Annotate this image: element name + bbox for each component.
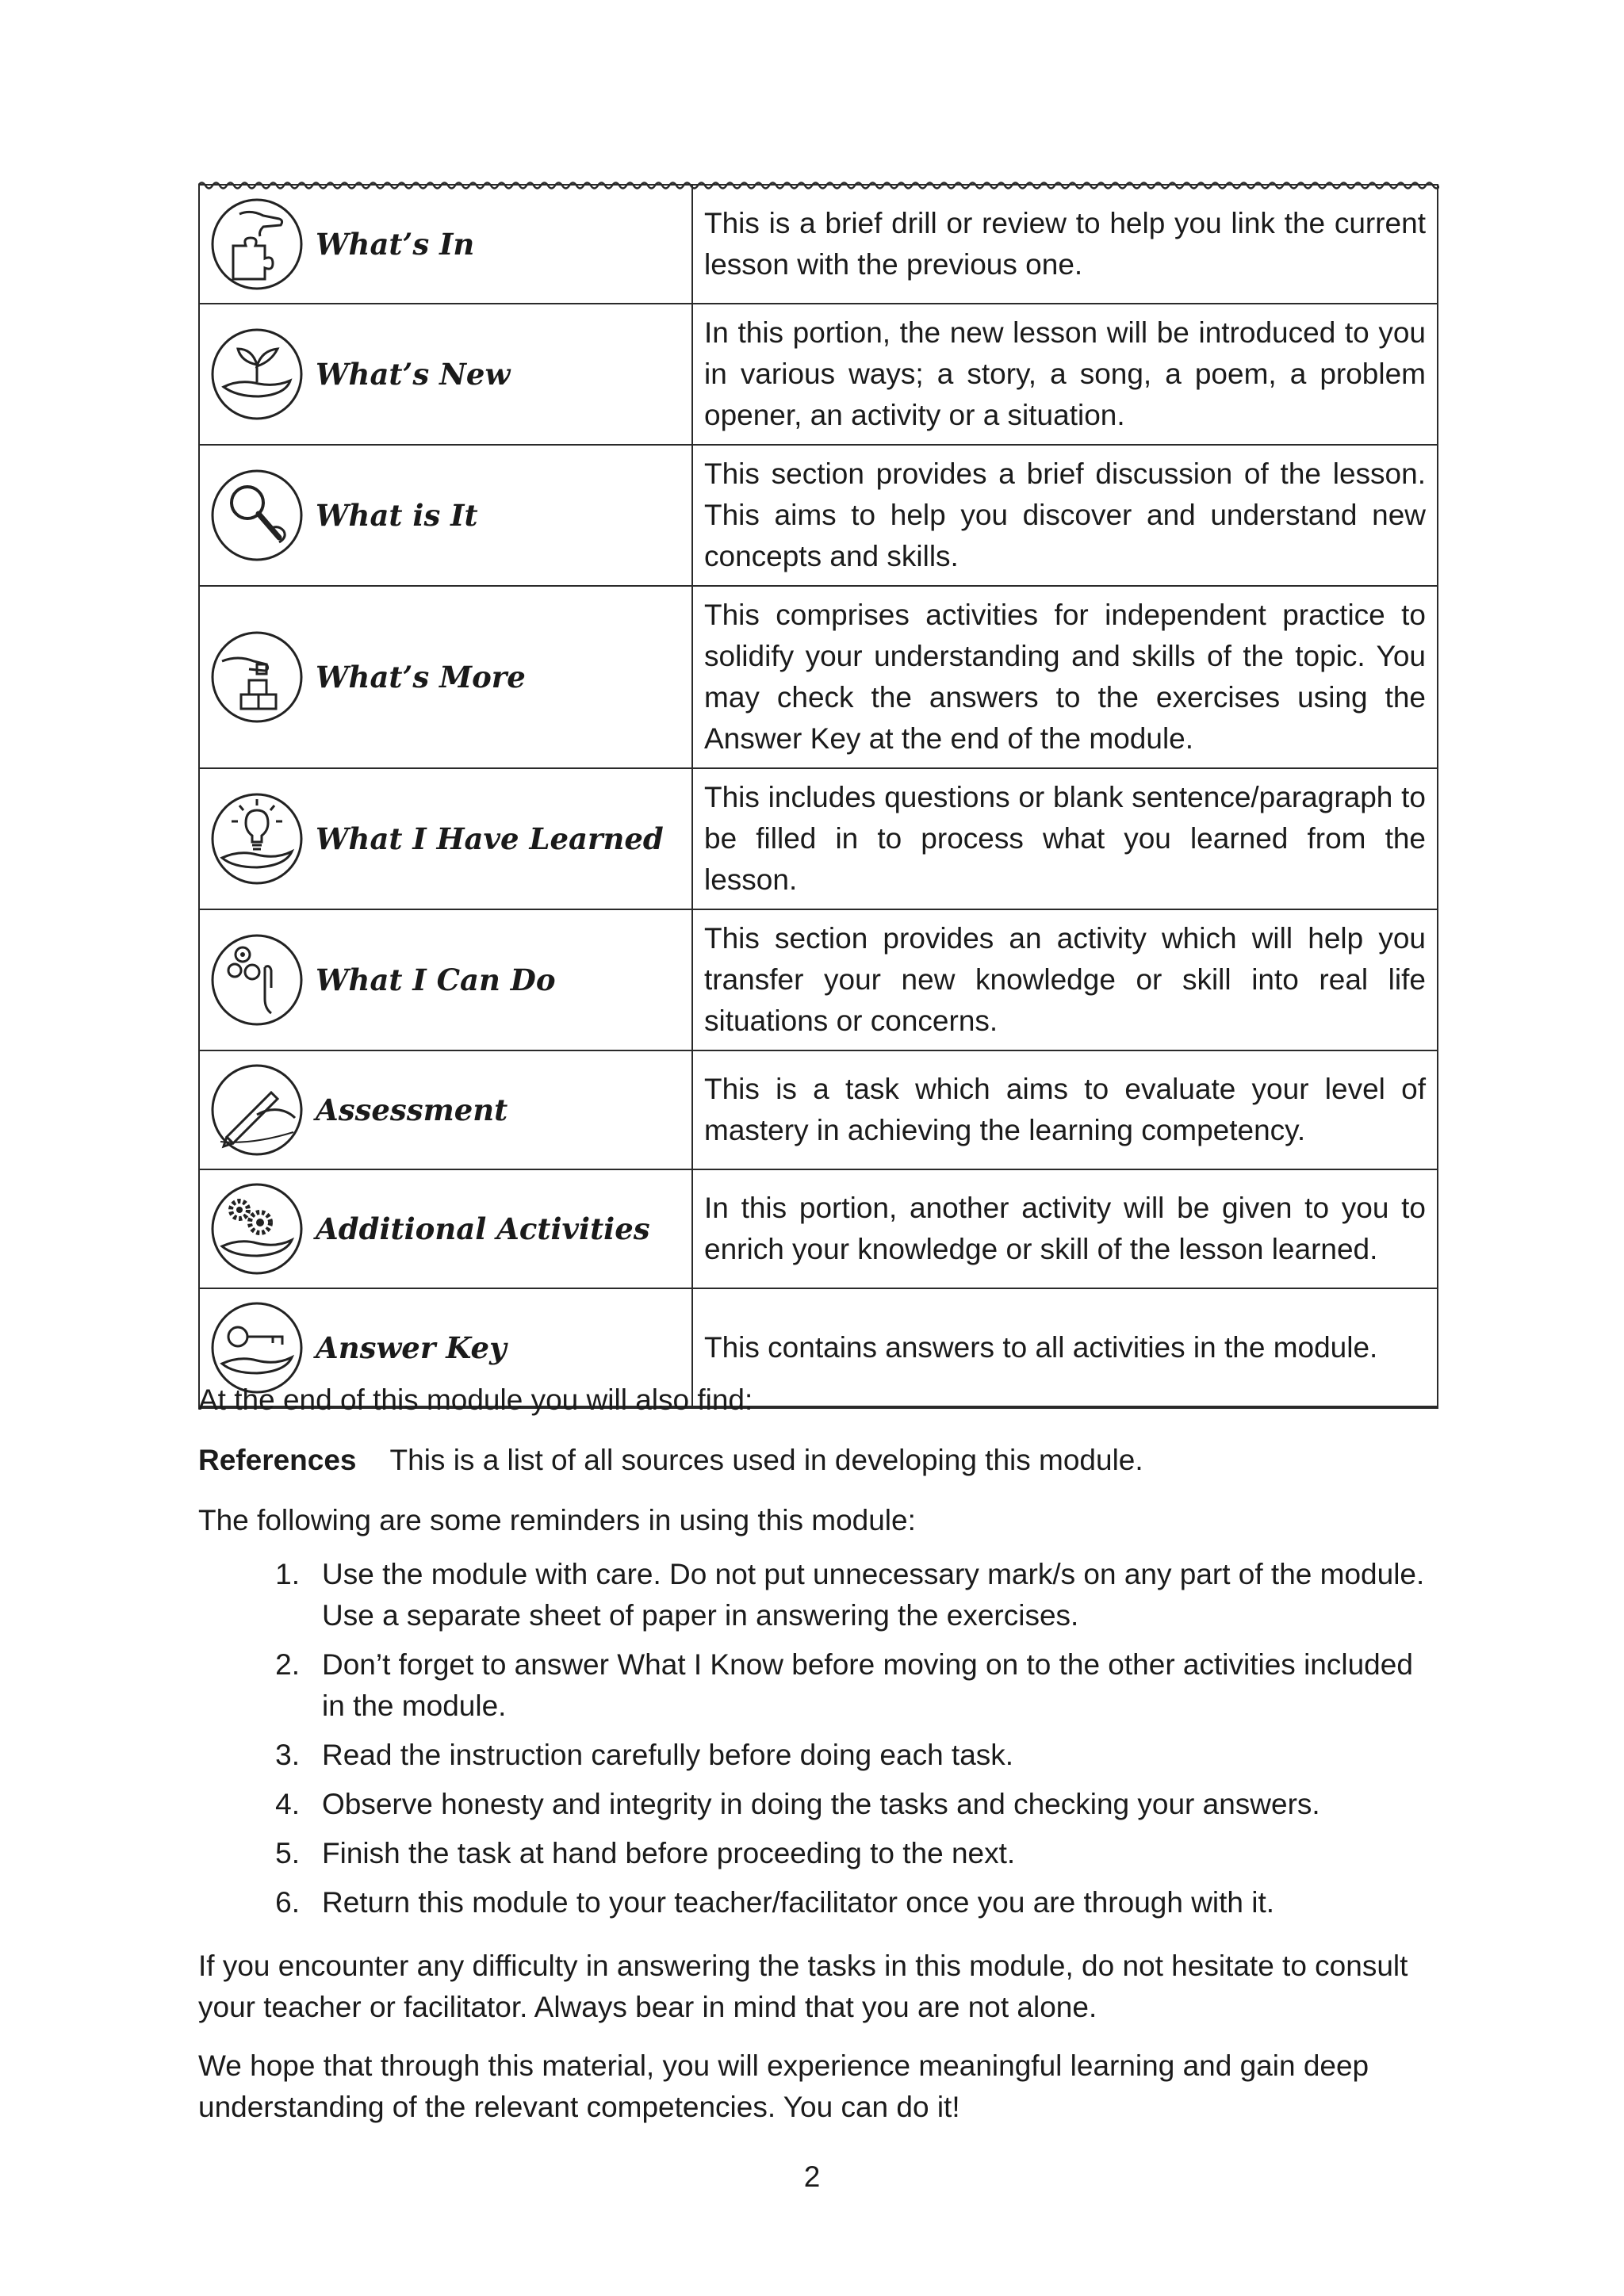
section-name: What’s New — [316, 357, 511, 392]
section-description: This is a task which aims to evaluate your level of mastery in achieving the learning competency. — [704, 1073, 1426, 1146]
list-item-number: 1. — [275, 1558, 300, 1590]
section-description: This is a brief drill or review to help you link the current lesson with the previous one. — [704, 207, 1426, 281]
section-row-whats-in — [199, 185, 1438, 304]
page-number: 2 — [803, 2160, 821, 2193]
section-description: In this portion, another activity will be given to you to enrich your knowledge or skill of the lesson learned. — [704, 1192, 1426, 1265]
section-row-whats-more — [199, 586, 1438, 768]
list-item — [198, 1784, 1438, 1825]
list-item-text: Finish the task at hand before proceeding to the next. — [322, 1837, 1016, 1869]
list-item — [198, 1644, 1438, 1727]
closing-message: We hope that through this material, you will experience meaningful learning and gain deep understanding of the relevant competencies. You can do it! — [198, 2049, 1369, 2123]
list-item — [198, 1833, 1438, 1874]
reminders-intro: The following are some reminders in using this module: — [198, 1504, 916, 1536]
reminders-list — [198, 1554, 1438, 1931]
section-row-assessment — [199, 1050, 1438, 1169]
list-item-number: 3. — [275, 1739, 300, 1771]
puzzle-hand-icon — [209, 197, 304, 292]
section-name: What is It — [316, 498, 478, 533]
list-item-number: 2. — [275, 1648, 300, 1681]
references-line — [198, 1440, 1438, 1481]
section-description: This comprises activities for independent practice to solidify your understanding and skills of the topic. You may check the answers to the exercises using the Answer Key at the end of the module. — [704, 599, 1426, 755]
list-item-number: 6. — [275, 1886, 300, 1919]
lightbulb-hand-icon — [209, 791, 304, 886]
list-item-number: 4. — [275, 1788, 300, 1820]
section-name: Assessment — [316, 1093, 508, 1127]
section-row-whats-new — [199, 304, 1438, 445]
seedling-hand-icon — [209, 327, 304, 422]
section-name: What I Have Learned — [316, 821, 664, 856]
magnifier-hand-icon — [209, 468, 304, 563]
section-description: This section provides a brief discussion of the lesson. This aims to help you discover and understand new concepts and skills. — [704, 457, 1426, 572]
list-item-number: 5. — [275, 1837, 300, 1869]
section-name: What’s More — [316, 660, 526, 695]
section-row-what-i-have-learned — [199, 768, 1438, 909]
list-item — [198, 1882, 1438, 1923]
section-name: Additional Activities — [316, 1211, 650, 1246]
module-sections-table — [198, 184, 1438, 1409]
section-description: This contains answers to all activities in the module. — [704, 1330, 1378, 1364]
list-item — [198, 1554, 1438, 1636]
section-name: What’s In — [316, 227, 475, 262]
section-description: This includes questions or blank sentence/paragraph to be filled in to process what you learned from the lesson. — [704, 781, 1426, 896]
gears-finger-icon — [209, 932, 304, 1027]
list-item-text: Observe honesty and integrity in doing the tasks and checking your answers. — [322, 1788, 1320, 1820]
list-item-text: Don’t forget to answer What I Know before moving on to the other activities included in the module. — [322, 1648, 1413, 1722]
blocks-hand-icon — [209, 629, 304, 725]
list-item — [198, 1735, 1438, 1776]
section-row-what-i-can-do — [199, 909, 1438, 1050]
gears-hand-icon — [209, 1181, 304, 1276]
section-row-additional-activities — [199, 1169, 1438, 1288]
end-of-module-note: At the end of this module you will also find: — [198, 1383, 753, 1416]
section-description: This section provides an activity which will help you transfer your new knowledge or skill into real life situations or concerns. — [704, 922, 1426, 1037]
section-name: Answer Key — [316, 1330, 507, 1365]
pencil-hand-icon — [209, 1062, 304, 1158]
list-item-text: Use the module with care. Do not put unnecessary mark/s on any part of the module. Use a separate sheet of paper in answering the exercises. — [322, 1558, 1425, 1632]
difficulty-note: If you encounter any difficulty in answering the tasks in this module, do not hesitate to consult your teacher or facilitator. Always bear in mind that you are not alone. — [198, 1950, 1408, 2023]
references-label: References — [198, 1444, 357, 1476]
references-text: This is a list of all sources used in developing this module. — [389, 1444, 1143, 1476]
list-item-text: Read the instruction carefully before doing each task. — [322, 1739, 1014, 1771]
section-description: In this portion, the new lesson will be introduced to you in various ways; a story, a song, a poem, a problem opener, an activity or a situation. — [704, 316, 1426, 431]
section-row-what-is-it — [199, 445, 1438, 586]
section-name: What I Can Do — [316, 962, 556, 997]
list-item-text: Return this module to your teacher/facilitator once you are through with it. — [322, 1886, 1275, 1919]
